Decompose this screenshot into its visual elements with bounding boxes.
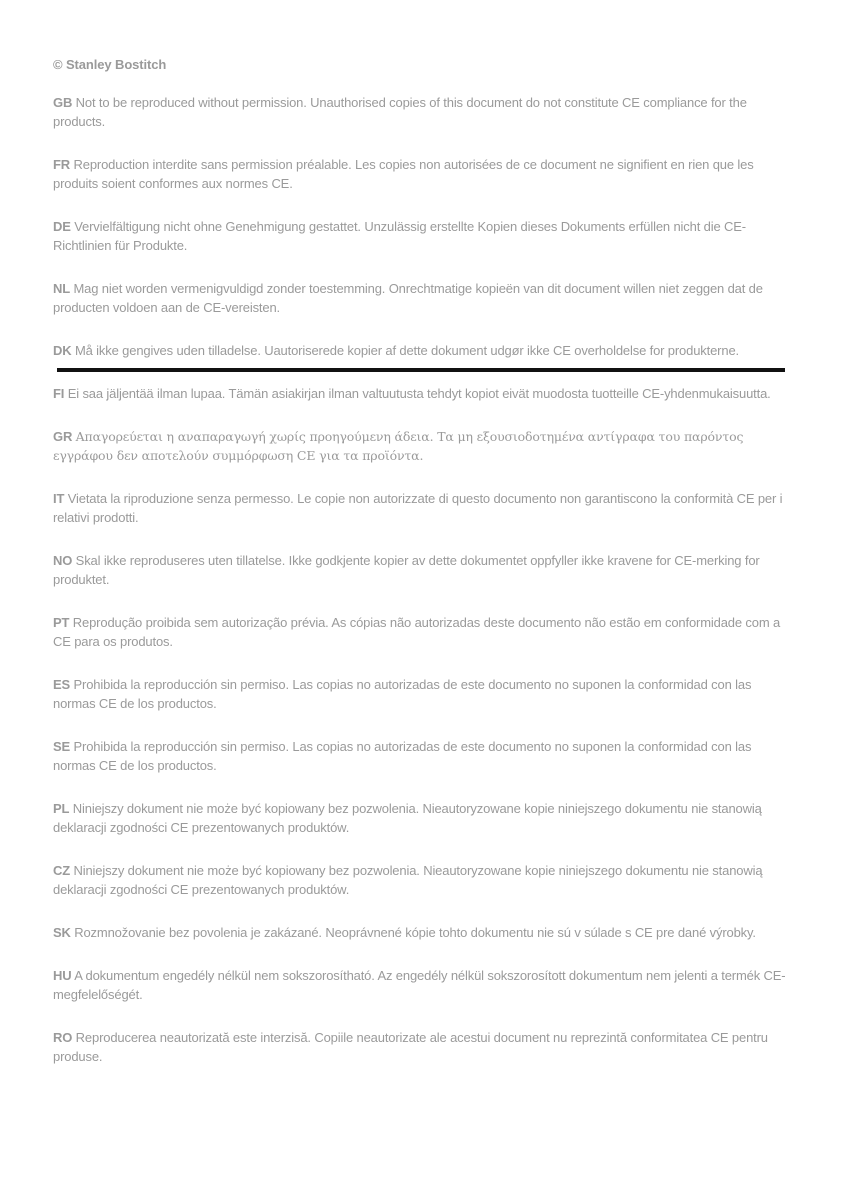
language-code: PT (53, 615, 70, 630)
notice-text: Ei saa jäljentää ilman lupaa. Tämän asiakirjan ilman valtuutusta tehdyt kopiot eivät muodosta tuotteille CE-yhdenmukaisuutta. (67, 386, 771, 401)
language-code: FI (53, 386, 65, 401)
language-code: HU (53, 968, 72, 983)
language-code: IT (53, 491, 65, 506)
notice-text: Skal ikke reproduseres uten tillatelse. Ikke godkjente kopier av dette dokumentet oppfyller ikke kravene for CE-merking for produktet. (53, 553, 760, 587)
notice-text: Prohibida la reproducción sin permiso. Las copias no autorizadas de este documento no suponen la conformidad con las normas CE de los productos. (53, 677, 752, 711)
language-code: FR (53, 157, 71, 172)
notice-gb (53, 93, 793, 131)
language-code: SE (53, 739, 71, 754)
language-code: RO (53, 1030, 73, 1045)
document-page (53, 57, 793, 1066)
notice-no (53, 551, 793, 589)
notice-nl (53, 279, 793, 317)
notice-text: Rozmnožovanie bez povolenia je zakázané. Neoprávnené kópie tohto dokumentu nie sú v súlade s CE pre dané výrobky. (74, 925, 756, 940)
notice-pt (53, 613, 793, 651)
notice-text: Vervielfältigung nicht ohne Genehmigung gestattet. Unzulässig erstellte Kopien dieses Dokuments erfüllen nicht die CE-Richtlinien für Produkte. (53, 219, 746, 253)
notice-gr (53, 427, 793, 465)
notice-text: Mag niet worden vermenigvuldigd zonder toestemming. Onrechtmatige kopieën van dit document willen niet zeggen dat de producten voldoen aan de CE-vereisten. (53, 281, 763, 315)
notice-text: Reprodução proibida sem autorização prévia. As cópias não autorizadas deste documento não estão em conformidade com a CE para os produtos. (53, 615, 781, 649)
horizontal-rule (57, 368, 785, 372)
language-code: ES (53, 677, 71, 692)
language-code: DE (53, 219, 71, 234)
notice-fi (53, 384, 793, 403)
notice-pl (53, 799, 793, 837)
notice-se (53, 737, 793, 775)
notice-text: A dokumentum engedély nélkül nem sokszorosítható. Az engedély nélkül sokszorosított dokumentum nem jelenti a termék CE-megfelelőségét. (53, 968, 786, 1002)
notice-hu (53, 966, 793, 1004)
language-code: NO (53, 553, 73, 568)
notice-fr (53, 155, 793, 193)
language-code: PL (53, 801, 70, 816)
notice-text: Niniejszy dokument nie może być kopiowany bez pozwolenia. Nieautoryzowane kopie niniejszego dokumentu nie stanowią deklaracji zgodności CE prezentowanych produktów. (53, 863, 763, 897)
notice-text: Niniejszy dokument nie może być kopiowany bez pozwolenia. Nieautoryzowane kopie niniejszego dokumentu nie stanowią deklaracji zgodności CE prezentowanych produktów. (53, 801, 762, 835)
notice-text: Reproducerea neautorizată este interzisă. Copiile neautorizate ale acestui document nu reprezintă conformitatea CE pentru produse. (53, 1030, 768, 1064)
notice-text: Not to be reproduced without permission. Unauthorised copies of this document do not constitute CE compliance for the products. (53, 95, 747, 129)
notice-text: Reproduction interdite sans permission préalable. Les copies non autorisées de ce document ne signifient en rien que les produits soient conformes aux normes CE. (53, 157, 754, 191)
notice-text: Prohibida la reproducción sin permiso. Las copias no autorizadas de este documento no suponen la conformidad con las normas CE de los productos. (53, 739, 752, 773)
language-code: DK (53, 343, 72, 358)
notice-es (53, 675, 793, 713)
notice-cz (53, 861, 793, 899)
copyright-notice: © Stanley Bostitch (53, 57, 167, 72)
language-code: NL (53, 281, 71, 296)
language-code: SK (53, 925, 71, 940)
notice-text: Vietata la riproduzione senza permesso. Le copie non autorizzate di questo documento non garantiscono la conformità CE per i relativi prodotti. (53, 491, 783, 525)
notice-ro (53, 1028, 793, 1066)
language-code: CZ (53, 863, 71, 878)
notice-de (53, 217, 793, 255)
notice-dk (53, 341, 793, 360)
notice-text: Må ikke gengives uden tilladelse. Uautoriserede kopier af dette dokument udgør ikke CE overholdelse for produkterne. (74, 343, 739, 358)
language-code: GR (53, 429, 73, 444)
notice-it (53, 489, 793, 527)
language-code: GB (53, 95, 73, 110)
notice-sk (53, 923, 793, 942)
notice-text: Απαγορεύεται η αναπαραγωγή χωρίς προηγούμενη άδεια. Τα μη εξουσιοδοτημένα αντίγραφα του παρόντος εγγράφου δεν αποτελούν συμμόρφωση CE για τα προϊόντα. (53, 429, 744, 463)
